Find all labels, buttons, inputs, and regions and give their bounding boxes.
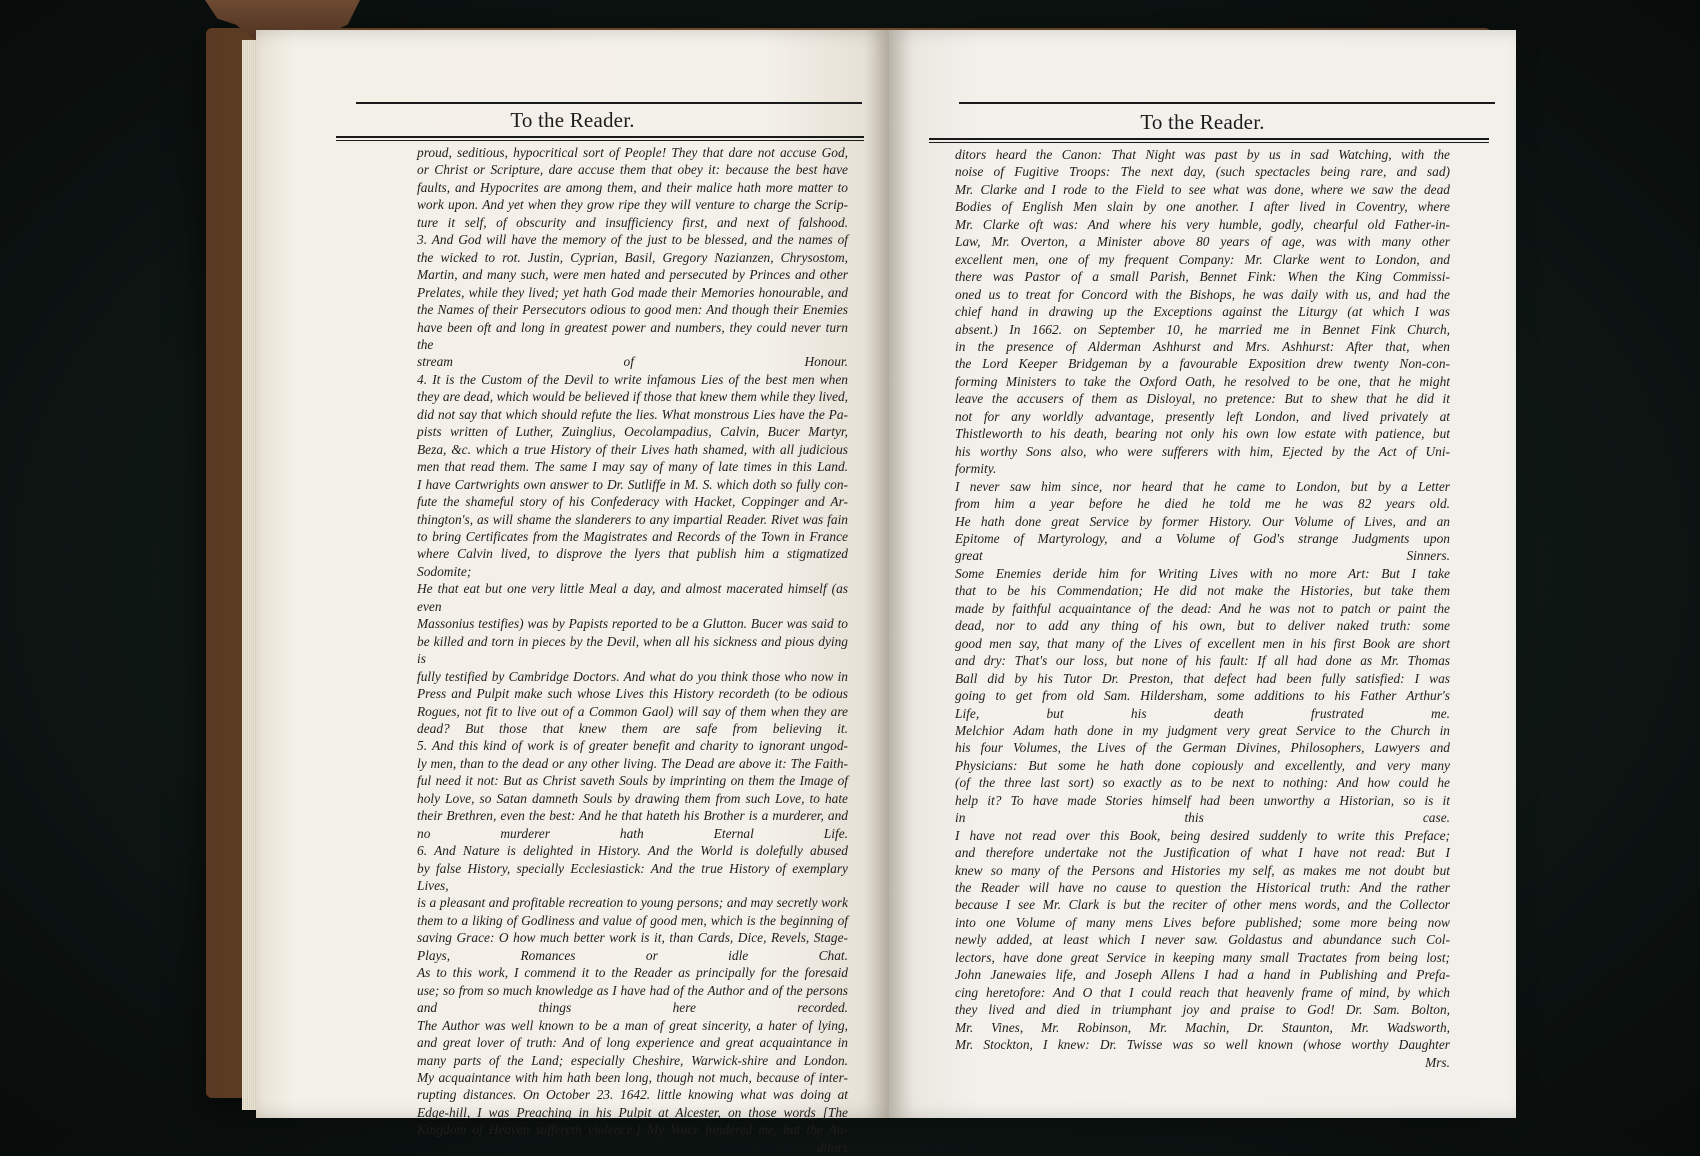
text-line: excellent men, one of my frequent Company: Mr. Clarke went to London, and: [955, 251, 1450, 267]
text-line: The Author was well known to be a man of great sincerity, a hater of lying,: [417, 1017, 848, 1033]
text-line: chief hand in drawing up the Exceptions against the Liturgy (at which I was: [955, 304, 1450, 320]
text-line: proud, seditious, hypocritical sort of People! They that dare not accuse God,: [417, 145, 848, 160]
head-rule-bottom: [929, 138, 1489, 140]
text-line: the Reader will have no cause to question the Historical truth: And the rather: [955, 880, 1450, 896]
text-line: work upon. And yet when they grow ripe they will venture to charge the Scrip-: [417, 197, 848, 213]
text-line: his worthy Sons also, who were sufferers with him, Ejected by the Act of Uni-: [955, 443, 1450, 459]
text-line: Melchior Adam hath done in my judgment very great Service to the Church in: [955, 722, 1450, 738]
right-page: [889, 30, 1516, 1118]
text-line: I have not read over this Book, being desired suddenly to write this Preface;: [955, 827, 1450, 843]
text-line: cing heretofore: And O that I could reach that heavenly frame of mind, by which: [955, 984, 1450, 1000]
text-line: pists written of Luther, Zuinglius, Oecolampadius, Calvin, Bucer Martyr,: [417, 424, 848, 440]
text-line: Ball did by his Tutor Dr. Preston, that defect had been fully satisfied: I was: [955, 670, 1450, 686]
text-line: Mr. Vines, Mr. Robinson, Mr. Machin, Dr. Staunton, Mr. Wadsworth,: [955, 1019, 1450, 1035]
text-line: 4. It is the Custom of the Devil to write infamous Lies of the best men when: [417, 371, 848, 387]
text-line: their Brethren, even the best: And he that hateth his Brother is a murderer, and: [417, 808, 848, 824]
text-line: I have Cartwrights own answer to Dr. Sutliffe in M. S. which doth so fully con-: [417, 476, 848, 492]
text-line: fully testified by Cambridge Doctors. And what do you think those who now in: [417, 668, 848, 684]
text-line: the wicked to rot. Justin, Cyprian, Basil, Gregory Nazianzen, Chrysostom,: [417, 249, 848, 265]
text-line: and dry: That's our loss, but none of his fault: If all had done as Mr. Thomas: [955, 653, 1450, 669]
text-line: Plays, Romances or idle Chat.: [417, 947, 848, 963]
text-line: they lived and died in triumphant joy and praise to God! Dr. Sam. Bolton,: [955, 1002, 1450, 1018]
text-line: lectors, have done great Service in keeping many small Tractates from being lost;: [955, 949, 1450, 965]
text-line: have been oft and long in greatest power and numbers, they could never turn the: [417, 319, 848, 352]
text-line: because I see Mr. Clark is but the reciter of other mens words, and the Collector: [955, 897, 1450, 913]
head-rule-top: [959, 102, 1495, 104]
text-line: did not say that which should refute the lies. What monstrous Lies have the Pa-: [417, 406, 848, 422]
text-line: John Janewaies life, and Joseph Allens I had a hand in Publishing and Prefa-: [955, 967, 1450, 983]
text-line: them to a liking of Godliness and value of good men, which is the beginning of: [417, 912, 848, 928]
text-line: men that read them. The same I may say of many of late times in this Land.: [417, 459, 848, 475]
text-line: Mr. Clarke oft was: And where his very humble, godly, chearful old Father-in-: [955, 216, 1450, 232]
text-line: in this case.: [955, 810, 1450, 826]
text-line: great Sinners.: [955, 548, 1450, 564]
text-line: Thistleworth to his death, bearing not only his own low estate with patience, but: [955, 426, 1450, 442]
text-line: help it? To have made Stories himself had been unworthy a Historian, so is it: [955, 792, 1450, 808]
text-line: 5. And this kind of work is of greater benefit and charity to ignorant ungod-: [417, 738, 848, 754]
text-line: and therefore undertake not the Justification of what I have not read: But I: [955, 845, 1450, 861]
text-line: rupting distances. On October 23. 1642. little knowing what was doing at: [417, 1087, 848, 1103]
text-line: from him a year before he died he told me he was 82 years old.: [955, 496, 1450, 512]
text-line: not for any worldly advantage, presently left London, and lived privately at: [955, 408, 1450, 424]
text-line: stream of Honour.: [417, 354, 848, 370]
text-line: Life, but his death frustrated me.: [955, 705, 1450, 721]
text-line: going to get from old Sam. Hildersham, some additions to his Father Arthur's: [955, 688, 1450, 704]
text-line: they are dead, which would be believed if those that knew them while they lived,: [417, 389, 848, 405]
text-line: Rogues, not fit to live out of a Common Gaol) will say of them when they are: [417, 703, 848, 719]
text-line: noise of Fugitive Troops: The next day, (such spectacles being rare, and sad): [955, 164, 1450, 180]
text-line: Press and Pulpit make such whose Lives this History recordeth (to be odious: [417, 686, 848, 702]
text-line: use; so from so much knowledge as I have had of the Author and of the persons: [417, 982, 848, 998]
text-line: thington's, as will shame the slanderers to any impartial Reader. Rivet was fain: [417, 511, 848, 527]
text-line: the Names of their Persecutors odious to good men: And though their Enemies: [417, 302, 848, 318]
head-rule-bottom-thin: [929, 142, 1489, 143]
text-line: Beza, &c. which a true History of their Lives hath shamed, with all judicious: [417, 441, 848, 457]
text-line: be killed and torn in pieces by the Devil, when all his sickness and pious dying is: [417, 633, 848, 667]
text-line: He hath done great Service by former History. Our Volume of Lives, and an: [955, 513, 1450, 529]
text-line: ture it self, of obscurity and insufficiency first, and next of falshood.: [417, 214, 848, 230]
text-line: My acquaintance with him hath been long, though not much, because of inter-: [417, 1070, 848, 1086]
text-line: in the presence of Alderman Ashhurst and Mrs. Ashhurst: After that, when: [955, 338, 1450, 354]
text-line: absent.) In 1662. on September 10, he married me in Bennet Fink Church,: [955, 321, 1450, 337]
text-line: is a pleasant and profitable recreation to young persons; and may secretly work: [417, 895, 848, 911]
left-page: [256, 30, 889, 1155]
catchword: Mrs.: [1425, 1054, 1450, 1070]
text-line: Law, Mr. Overton, a Minister above 80 years of age, was with many other: [955, 234, 1450, 250]
text-line: good men say, that many of the Lives of excellent men in his first Book are short: [955, 635, 1450, 651]
left-running-head: To the Reader.: [510, 108, 635, 132]
text-line: Bodies of English Men slain by one another. I after lived in Coventry, where: [955, 199, 1450, 215]
text-line: newly added, at least which I never saw. Goldastus and abundance such Col-: [955, 932, 1450, 948]
text-line: Epitome of Martyrology, and a Volume of God's strange Judgments upon: [955, 530, 1450, 546]
text-line: ful need it not: But as Christ saveth Souls by imprinting on them the Image of: [417, 773, 848, 789]
text-line: the Lord Keeper Bridgeman by a favourable Exposition drew twenty Non-con-: [955, 356, 1450, 372]
text-line: Massonius testifies) was by Papists reported to be a Glutton. Bucer was said to: [417, 616, 848, 632]
text-line: formity.: [955, 461, 997, 477]
text-line: dead, nor to add any thing of his own, but to deliver naked truth: some: [955, 618, 1450, 634]
text-line: holy Love, so Satan damneth Souls by drawing them from such Love, to hate: [417, 790, 848, 806]
text-line: his four Volumes, the Lives of the German Divines, Philosophers, Lawyers and: [955, 740, 1450, 756]
text-line: 3. And God will have the memory of the just to be blessed, and the names of: [417, 232, 848, 248]
text-line: by false History, specially Ecclesiastick: And the true History of exemplary Lives,: [417, 860, 848, 894]
text-line: fute the shameful story of his Confederacy with Hacket, Coppinger and Ar-: [417, 494, 848, 510]
text-line: made by faithful acquaintance of the dead: And he was not to patch or paint the: [955, 600, 1450, 616]
text-line: that to be his Commendation; He did not make the Histories, but take them: [955, 583, 1450, 599]
text-line: there was Pastor of a small Parish, Bennet Fink: When the King Commissi-: [955, 269, 1450, 285]
left-body-text: [417, 144, 848, 1156]
text-line: oned us to treat for Concord with the Bishops, he was daily with us, and had the: [955, 286, 1450, 302]
text-line: faults, and Hypocrites are among them, and their malice hath more matter to: [417, 179, 848, 195]
text-line: Martin, and many such, were men hated and persecuted by Princes and other: [417, 267, 848, 283]
text-line: I never saw him since, nor heard that he came to London, but by a Letter: [955, 478, 1450, 494]
text-line: Kingdom of Heaven suffereth violence.] My Voice hindered me, but the Au-: [417, 1122, 848, 1138]
text-line: As to this work, I commend it to the Reader as principally for the foresaid: [417, 965, 848, 981]
head-rule-top: [356, 102, 862, 104]
text-line: ly men, than to the dead or any other living. The Dead are above it: The Faith-: [417, 755, 848, 771]
text-line: He that eat but one very little Meal a day, and almost macerated himself (as even: [417, 581, 848, 614]
text-line: many parts of the Land; especially Cheshire, Warwick-shire and London.: [417, 1052, 848, 1068]
text-line: dead? But those that knew them are safe from believing it.: [417, 720, 848, 736]
text-line: Some Enemies deride him for Writing Lives with no more Art: But I take: [955, 565, 1450, 581]
text-line: and great lover of truth: And of long experience and great acquaintance in: [417, 1035, 848, 1051]
text-line: or Christ or Scripture, dare accuse them that obey it: because the best have: [417, 162, 848, 178]
text-line: to bring Certificates from the Magistrates and Records of the Town in France: [417, 528, 848, 544]
text-line: where Calvin lived, to disprove the lyers that publish him a stigmatized Sodomite;: [417, 546, 848, 579]
head-rule-bottom: [336, 136, 864, 138]
text-line: into one Volume of many mens Lives before published; some more being now: [955, 914, 1450, 930]
right-body-text: [955, 146, 1450, 1071]
catchword: ditors: [816, 1139, 848, 1155]
text-line: Physicians: But some he hath done copiously and excellently, and very many: [955, 757, 1450, 773]
text-line: 6. And Nature is delighted in History. And the World is dolefully abused: [417, 843, 848, 859]
text-line: and things here recorded.: [417, 1000, 848, 1016]
text-line: (of the three last sort) so exactly as to be next to nothing: And how could he: [955, 775, 1450, 791]
text-line: saving Grace: O how much better work is it, than Cards, Dice, Revels, Stage-: [417, 930, 848, 946]
text-line: ditors heard the Canon: That Night was past by us in sad Watching, with the: [955, 147, 1450, 162]
right-running-head: To the Reader.: [1140, 110, 1265, 134]
text-line: Mr. Stockton, I knew: Dr. Twisse was so well known (whose worthy Daughter: [955, 1037, 1450, 1053]
text-line: leave the accusers of them as Disloyal, no pretence: But to shew that he did it: [955, 391, 1450, 407]
text-line: Edge-hill, I was Preaching in his Pulpit at Alcester, on those words [The: [417, 1104, 848, 1120]
text-line: forming Ministers to take the Oxford Oath, he resolved to be one, that he might: [955, 373, 1450, 389]
text-line: Prelates, while they lived; yet hath God made their Memories honourable, and: [417, 284, 848, 300]
head-rule-bottom-thin: [336, 140, 864, 141]
text-line: Mr. Clarke and I rode to the Field to see what was done, where we saw the dead: [955, 181, 1450, 197]
text-line: no murderer hath Eternal Life.: [417, 825, 848, 841]
text-line: knew so many of the Persons and Histories my self, as makes me not doubt but: [955, 862, 1450, 878]
